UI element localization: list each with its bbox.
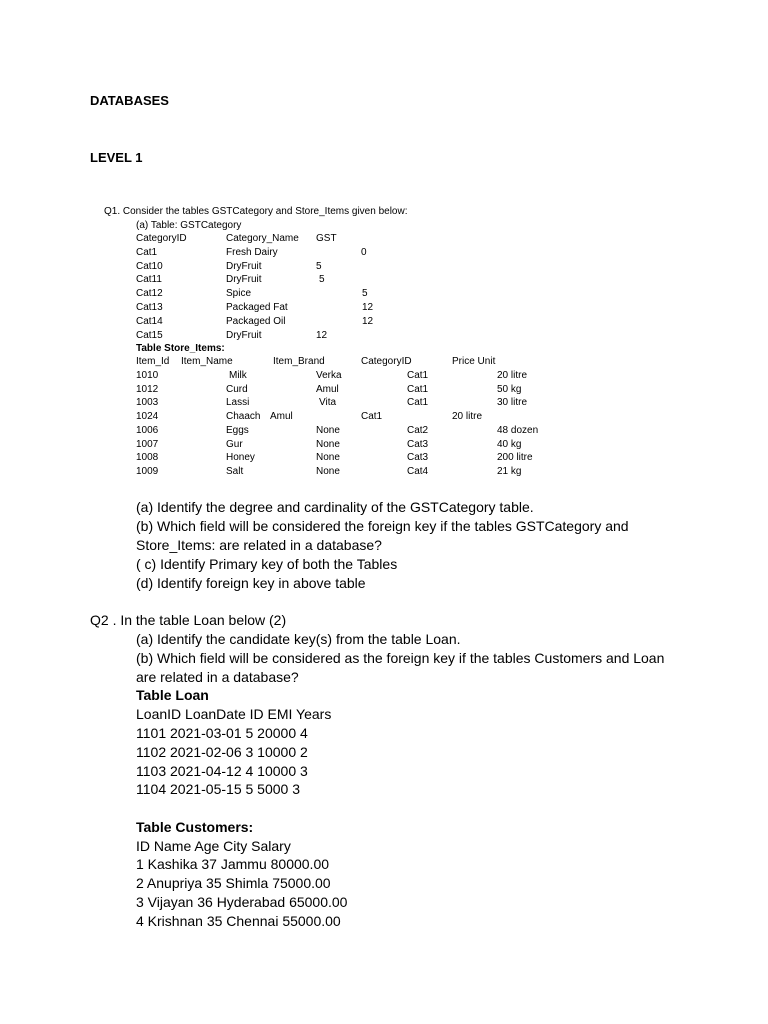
q1-intro: Q1. Consider the tables GSTCategory and Store_Items given below:: [104, 206, 408, 217]
store-cell: 40 kg: [497, 439, 522, 450]
store-cell: Lassi: [226, 397, 250, 408]
q1-question-d: (d) Identify foreign key in above table: [136, 575, 366, 591]
store-cell: 21 kg: [497, 466, 522, 477]
gst-cell: Cat15: [136, 330, 163, 341]
store-cell: Salt: [226, 466, 244, 477]
gst-cell: 12: [362, 316, 374, 327]
gst-header-cell: GST: [316, 233, 337, 244]
store-cell: Cat3: [407, 439, 429, 450]
store-cell: Curd: [226, 384, 248, 395]
table-row: 2 Anupriya 35 Shimla 75000.00: [136, 875, 331, 891]
store-cell: Cat4: [407, 466, 429, 477]
store-cell: 30 litre: [497, 397, 528, 408]
store-cell: 48 dozen: [497, 425, 539, 436]
store-cell: Gur: [226, 439, 243, 450]
gst-table-title: (a) Table: GSTCategory: [136, 220, 242, 231]
table-row: 4 Krishnan 35 Chennai 55000.00: [136, 913, 341, 929]
q1-question-b-cont: Store_Items: are related in a database?: [136, 537, 382, 553]
store-cell: Amul: [270, 411, 293, 422]
q2-question-b: (b) Which field will be considered as the foreign key if the tables Customers and Loan: [136, 650, 665, 666]
q2-intro: Q2 . In the table Loan below (2): [90, 612, 287, 628]
gst-cell: Cat12: [136, 288, 163, 299]
gst-cell: Fresh Dairy: [226, 247, 278, 258]
store-cell: 1010: [136, 370, 159, 381]
gst-cell: 0: [361, 247, 367, 258]
store-cell: 20 litre: [452, 411, 483, 422]
store-cell: None: [316, 425, 340, 436]
store-header-cell: Price Unit: [452, 356, 496, 367]
store-cell: Cat3: [407, 452, 429, 463]
level-heading: LEVEL 1: [90, 150, 143, 165]
store-cell: None: [316, 466, 340, 477]
store-cell: Honey: [226, 452, 255, 463]
store-cell: 200 litre: [497, 452, 533, 463]
store-header-cell: Item_Name: [181, 356, 233, 367]
gst-cell: Spice: [226, 288, 252, 299]
gst-cell: Cat13: [136, 302, 163, 313]
store-cell: 50 kg: [497, 384, 522, 395]
store-cell: Cat1: [361, 411, 383, 422]
q1-question-a: (a) Identify the degree and cardinality of the GSTCategory table.: [136, 499, 534, 515]
store-cell: 1008: [136, 452, 159, 463]
gst-header-cell: Category_Name: [226, 233, 299, 244]
store-cell: None: [316, 439, 340, 450]
gst-header-cell: CategoryID: [136, 233, 187, 244]
store-header-cell: Item_Id: [136, 356, 170, 367]
loan-table-header: LoanID LoanDate ID EMI Years: [136, 706, 332, 722]
store-cell: None: [316, 452, 340, 463]
store-cell: Cat1: [407, 397, 429, 408]
store-cell: Eggs: [226, 425, 249, 436]
store-cell: 1012: [136, 384, 159, 395]
gst-cell: Cat1: [136, 247, 158, 258]
q2-question-b-cont: are related in a database?: [136, 669, 299, 685]
store-cell: 1024: [136, 411, 159, 422]
table-row: 1104 2021-05-15 5 5000 3: [136, 781, 300, 797]
gst-cell: Cat10: [136, 261, 163, 272]
customers-table-title: Table Customers:: [136, 819, 254, 835]
store-cell: 1009: [136, 466, 159, 477]
table-row: 3 Vijayan 36 Hyderabad 65000.00: [136, 894, 348, 910]
table-row: 1 Kashika 37 Jammu 80000.00: [136, 856, 330, 872]
loan-table-title: Table Loan: [136, 687, 209, 703]
customers-table-header: ID Name Age City Salary: [136, 838, 291, 854]
store-cell: 1007: [136, 439, 159, 450]
store-table-title: Table Store_Items:: [136, 343, 225, 354]
gst-cell: Packaged Oil: [226, 316, 286, 327]
store-cell: 20 litre: [497, 370, 528, 381]
gst-cell: Cat14: [136, 316, 163, 327]
store-cell: Amul: [316, 384, 339, 395]
gst-cell: DryFruit: [226, 274, 262, 285]
gst-cell: DryFruit: [226, 261, 262, 272]
table-row: 1102 2021-02-06 3 10000 2: [136, 744, 308, 760]
store-cell: Chaach: [226, 411, 261, 422]
store-header-cell: CategoryID: [361, 356, 412, 367]
table-row: 1101 2021-03-01 5 20000 4: [136, 725, 308, 741]
gst-cell: DryFruit: [226, 330, 262, 341]
gst-cell: Packaged Fat: [226, 302, 288, 313]
store-cell: Milk: [229, 370, 247, 381]
store-cell: Cat1: [407, 370, 429, 381]
gst-cell: 5: [362, 288, 368, 299]
document-title: DATABASES: [90, 93, 169, 108]
table-row: 1103 2021-04-12 4 10000 3: [136, 763, 308, 779]
store-cell: 1006: [136, 425, 159, 436]
store-cell: Verka: [316, 370, 342, 381]
q1-question-b: (b) Which field will be considered the foreign key if the tables GSTCategory and: [136, 518, 629, 534]
store-cell: Cat1: [407, 384, 429, 395]
store-header-cell: Item_Brand: [273, 356, 325, 367]
gst-cell: 12: [316, 330, 328, 341]
store-cell: Vita: [319, 397, 337, 408]
gst-cell: 5: [316, 261, 322, 272]
store-cell: Cat2: [407, 425, 429, 436]
gst-cell: Cat11: [136, 274, 162, 285]
q1-question-c: ( c) Identify Primary key of both the Tables: [136, 556, 398, 572]
store-cell: 1003: [136, 397, 159, 408]
gst-cell: 5: [319, 274, 325, 285]
q2-question-a: (a) Identify the candidate key(s) from the table Loan.: [136, 631, 461, 647]
gst-cell: 12: [362, 302, 374, 313]
